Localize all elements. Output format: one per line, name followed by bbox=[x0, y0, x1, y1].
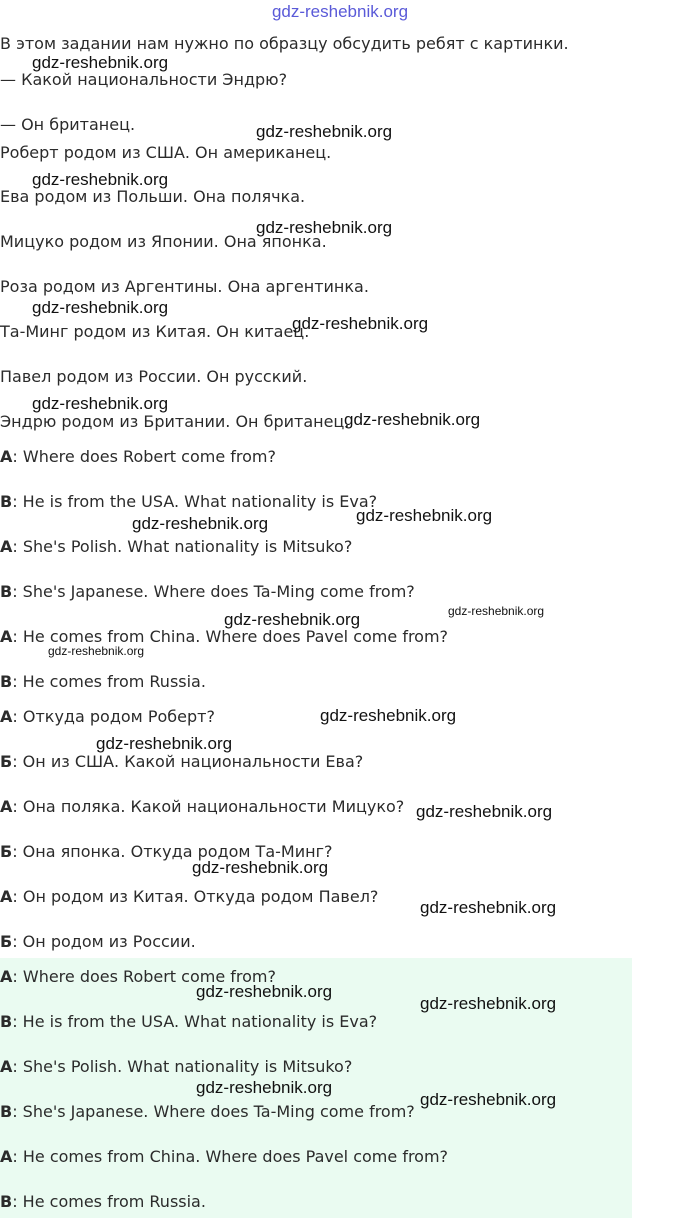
dialogue-text: : He is from the USA. What nationality is Eva? bbox=[12, 492, 378, 511]
answer-line: — Он британец. bbox=[0, 115, 136, 134]
dialogue-en-line-4 bbox=[0, 582, 415, 602]
watermark: gdz-reshebnik.org bbox=[32, 170, 169, 189]
dialogue-text: : He comes from China. Where does Pavel come from? bbox=[12, 627, 449, 646]
highlight-line-4 bbox=[0, 1102, 415, 1122]
watermark: gdz-reshebnik.org bbox=[196, 982, 333, 1001]
dialogue-text: : Он родом из России. bbox=[12, 932, 196, 951]
dialogue-text: : He comes from Russia. bbox=[12, 672, 206, 691]
speaker: B bbox=[0, 672, 13, 691]
question-line: — Какой национальности Эндрю? bbox=[0, 70, 288, 89]
watermark: gdz-reshebnik.org bbox=[32, 53, 169, 72]
speaker: А bbox=[0, 797, 13, 816]
speaker: Б bbox=[0, 842, 13, 861]
site-watermark-top: gdz-reshebnik.org bbox=[271, 2, 409, 21]
pavel-line: Павел родом из России. Он русский. bbox=[0, 367, 308, 386]
dialogue-ru-line-2 bbox=[0, 752, 363, 772]
rosa-line: Роза родом из Аргентины. Она аргентинка. bbox=[0, 277, 369, 296]
dialogue-en-line-6 bbox=[0, 672, 206, 692]
watermark: gdz-reshebnik.org bbox=[356, 506, 493, 525]
watermark: gdz-reshebnik.org bbox=[256, 218, 393, 237]
speaker: B bbox=[0, 1192, 13, 1211]
dialogue-text: : Он из США. Какой национальности Ева? bbox=[12, 752, 364, 771]
dialogue-text: : He comes from China. Where does Pavel come from? bbox=[12, 1147, 449, 1166]
watermark: gdz-reshebnik.org bbox=[196, 1078, 333, 1097]
dialogue-text: : She's Japanese. Where does Ta-Ming come from? bbox=[12, 1102, 415, 1121]
watermark: gdz-reshebnik.org bbox=[420, 994, 557, 1013]
speaker: A bbox=[0, 537, 13, 556]
robert-line: Роберт родом из США. Он американец. bbox=[0, 143, 332, 162]
dialogue-text: : Where does Robert come from? bbox=[12, 967, 276, 986]
highlight-line-6 bbox=[0, 1192, 206, 1212]
watermark: gdz-reshebnik.org bbox=[192, 858, 329, 877]
watermark: gdz-reshebnik.org bbox=[416, 802, 553, 821]
taming-line: Та-Минг родом из Китая. Он китаец. bbox=[0, 322, 310, 341]
watermark: gdz-reshebnik.org bbox=[224, 610, 361, 629]
watermark-small: gdz-reshebnik.org bbox=[448, 604, 545, 618]
watermark: gdz-reshebnik.org bbox=[320, 706, 457, 725]
dialogue-text: : Она японка. Откуда родом Та-Минг? bbox=[12, 842, 333, 861]
watermark: gdz-reshebnik.org bbox=[292, 314, 429, 333]
speaker: A bbox=[0, 627, 13, 646]
dialogue-ru-line-5 bbox=[0, 887, 378, 907]
watermark: gdz-reshebnik.org bbox=[132, 514, 269, 533]
eva-line: Ева родом из Польши. Она полячка. bbox=[0, 187, 306, 206]
dialogue-en-line-2 bbox=[0, 492, 377, 512]
speaker: А bbox=[0, 707, 13, 726]
dialogue-ru-line-3 bbox=[0, 797, 404, 817]
speaker: A bbox=[0, 967, 13, 986]
dialogue-ru-line-6 bbox=[0, 932, 196, 952]
dialogue-text: : Откуда родом Роберт? bbox=[12, 707, 215, 726]
highlight-line-5 bbox=[0, 1147, 448, 1167]
watermark: gdz-reshebnik.org bbox=[420, 1090, 557, 1109]
dialogue-text: : Она поляка. Какой национальности Мицуко? bbox=[12, 797, 405, 816]
watermark-small: gdz-reshebnik.org bbox=[48, 644, 145, 658]
dialogue-text: : He comes from Russia. bbox=[12, 1192, 206, 1211]
speaker: Б bbox=[0, 752, 13, 771]
speaker: B bbox=[0, 1012, 13, 1031]
speaker: А bbox=[0, 887, 13, 906]
dialogue-en-line-1 bbox=[0, 447, 276, 467]
dialogue-text: : She's Polish. What nationality is Mitsuko? bbox=[12, 537, 353, 556]
dialogue-ru-line-1 bbox=[0, 707, 215, 727]
speaker: B bbox=[0, 1102, 13, 1121]
dialogue-en-line-3 bbox=[0, 537, 352, 557]
speaker: B bbox=[0, 582, 13, 601]
dialogue-text: : He is from the USA. What nationality is Eva? bbox=[12, 1012, 378, 1031]
watermark: gdz-reshebnik.org bbox=[32, 394, 169, 413]
watermark: gdz-reshebnik.org bbox=[96, 734, 233, 753]
dialogue-text: : Он родом из Китая. Откуда родом Павел? bbox=[12, 887, 379, 906]
watermark: gdz-reshebnik.org bbox=[32, 298, 169, 317]
mitsuko-line: Мицуко родом из Японии. Она японка. bbox=[0, 232, 327, 251]
andrew-line: Эндрю родом из Британии. Он британец. bbox=[0, 412, 350, 431]
speaker: A bbox=[0, 1147, 13, 1166]
dialogue-text: : She's Japanese. Where does Ta-Ming come from? bbox=[12, 582, 415, 601]
watermark: gdz-reshebnik.org bbox=[420, 898, 557, 917]
watermark: gdz-reshebnik.org bbox=[256, 122, 393, 141]
watermark: gdz-reshebnik.org bbox=[344, 410, 481, 429]
speaker: B bbox=[0, 492, 13, 511]
intro-text: В этом задании нам нужно по образцу обсудить ребят с картинки. bbox=[0, 34, 569, 53]
speaker: Б bbox=[0, 932, 13, 951]
highlight-line-2 bbox=[0, 1012, 377, 1032]
highlight-line-3 bbox=[0, 1057, 352, 1077]
dialogue-text: : Where does Robert come from? bbox=[12, 447, 276, 466]
dialogue-text: : She's Polish. What nationality is Mitsuko? bbox=[12, 1057, 353, 1076]
speaker: A bbox=[0, 1057, 13, 1076]
speaker: A bbox=[0, 447, 13, 466]
